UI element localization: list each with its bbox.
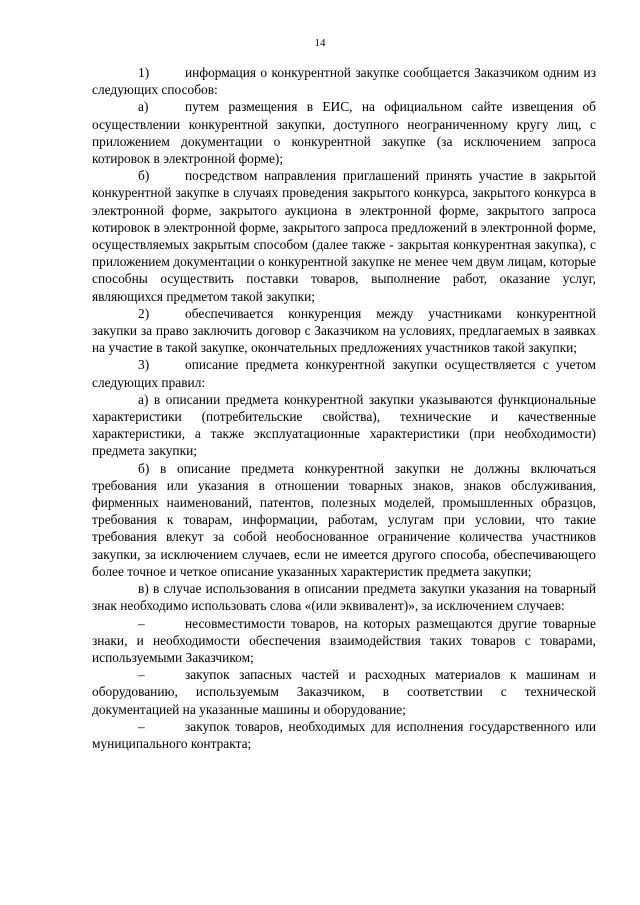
list-marker: 1) [138,65,150,80]
list-marker: – [138,718,145,734]
document-body [92,64,596,752]
paragraph-text: а) в описании предмета конкурентной закупки указываются функциональные характеристики (потребительские свойства), технические и качественные характеристики, а также эксплуатационные характеристики (при необходимости) предмета закупки; [92,391,596,459]
list-marker: а) [138,99,149,115]
paragraph-text: закупок товаров, необходимых для исполнения государственного или муниципального контракта; [92,718,596,751]
paragraph [92,460,596,580]
paragraph [92,391,596,460]
list-marker: б) [138,168,150,184]
list-marker: 3) [138,357,150,373]
page-number: 14 [314,37,326,49]
paragraph [92,167,596,305]
paragraph-text: закупок запасных частей и расходных материалов к машинам и оборудованию, используемым Заказчиком, в соответствии с технической документацией на указанные машины и оборудование; [92,667,596,717]
paragraph-text: обеспечивается конкуренция между участниками конкурентной закупки за право заключить договор с Заказчиком на условиях, предлагаемых в заявках на участие в такой закупке, окончательных предложениях участников такой закупки; [92,305,596,356]
paragraph [92,580,596,614]
paragraph-text: описание предмета конкурентной закупки осуществляется с учетом следующих правил: [92,357,596,390]
paragraph-text: в) в случае использования в описании предмета закупки указания на товарный знак необходимо использовать слова «(или эквивалент)», за исключением случаев: [92,581,596,614]
list-marker: – [138,667,145,683]
paragraph-text: информация о конкурентной закупке сообщается Заказчиком одним из следующих способов: [92,65,596,98]
paragraph-text: несовместимости товаров, на которых размещаются другие товарные знаки, и необходимости обеспечения взаимодействия таких товаров с товарами, используемыми Заказчиком; [92,615,596,665]
paragraph [92,666,596,718]
paragraph [92,305,596,357]
paragraph [92,718,596,752]
paragraph [92,615,596,667]
paragraph-text: посредством направления приглашений принять участие в закрытой конкурентной закупке в случаях проведения закрытого конкурса, закрытого конкурса в электронной форме, закрытого аукциона в электронной форме, закрытого запроса котировок в электронной форме, закрытого запроса предложений в электронной форме, осуществляемых закрытым способом (далее также - закрытая конкурентная закупка), с приложением документации о конкурентной закупке не менее чем двум лицам, которые способны осуществить поставки товаров, выполнение работ, оказание услуг, являющихся предметом такой закупки; [92,168,596,304]
paragraph [92,98,596,167]
list-marker: 2) [138,305,150,321]
paragraph-text: б) в описание предмета конкурентной закупки не должны включаться требования или указания в отношении товарных знаков, знаков обслуживания, фирменных наименований, патентов, полезных моделей, промышленных образцов, требования к товарам, информации, работам, услугам при условии, что такие требования влекут за собой необоснованное ограничение количества участников закупки, за исключением случаев, если не имеется другого способа, обеспечивающего более точное и четкое описание указанных характеристик предмета закупки; [92,460,596,579]
list-marker: – [138,615,145,631]
paragraph [92,64,596,98]
paragraph [92,356,596,390]
paragraph-text: путем размещения в ЕИС, на официальном сайте извещения об осуществлении конкурентной закупки, доступного неограниченному кругу лиц, с приложением документации о конкурентной закупке (за исключением запроса котировок в электронной форме); [92,99,596,167]
